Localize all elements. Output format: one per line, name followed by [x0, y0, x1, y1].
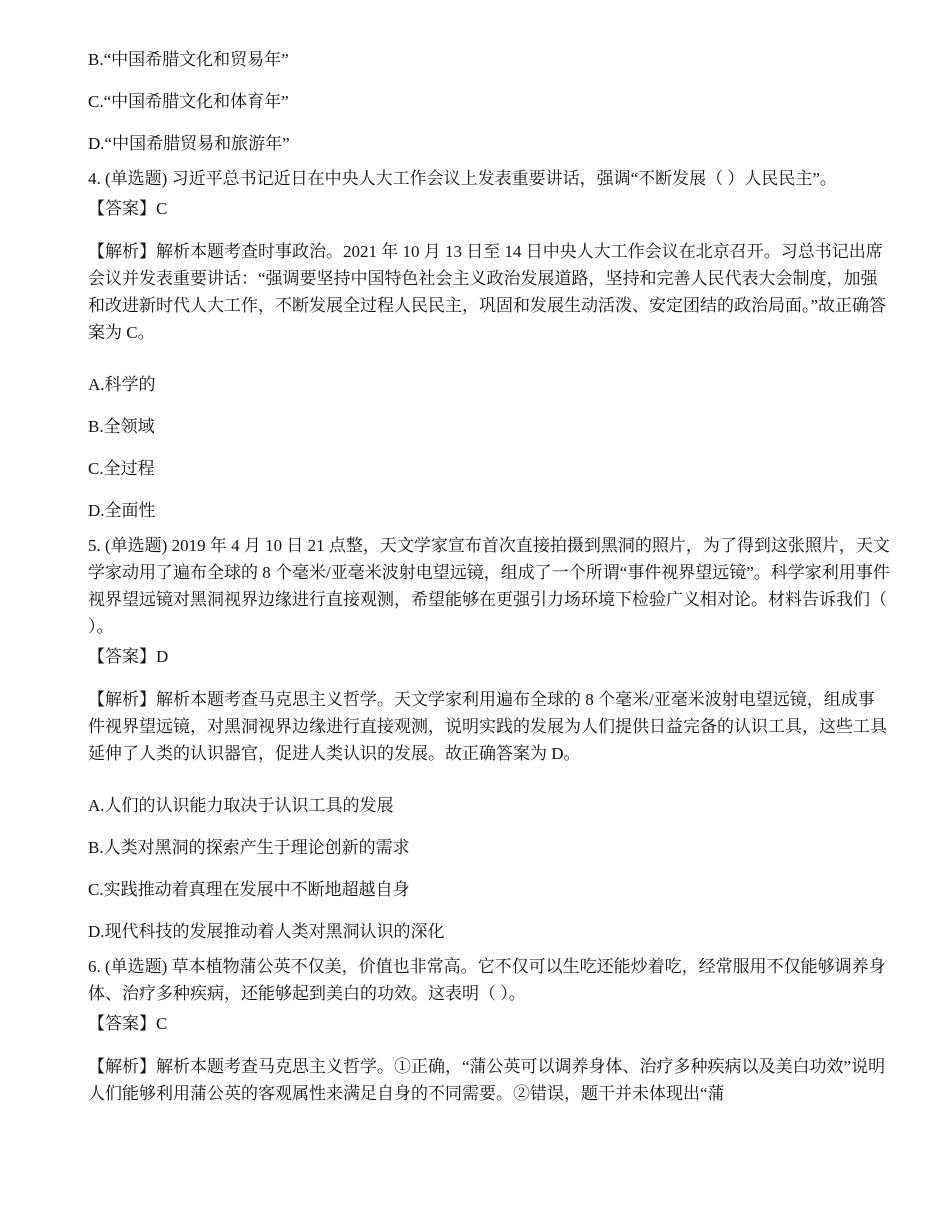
- q4-option-c: C.全过程: [88, 459, 155, 478]
- q3-option-d: D.“中国希腊贸易和旅游年”: [88, 134, 290, 153]
- q6-answer: 【答案】C: [88, 1014, 168, 1033]
- q5-option-b: B.人类对黑洞的探索产生于理论创新的需求: [88, 838, 410, 857]
- q6-analysis: 【解析】解析本题考查马克思主义哲学。①正确，“蒲公英可以调养身体、治疗多种疾病以及美白功效”说明人们能够利用蒲公英的客观属性来满足自身的不同需要。②错误，题干并未体现出“蒲: [88, 1057, 886, 1103]
- q5-option-a: A.人们的认识能力取决于认识工具的发展: [88, 796, 394, 815]
- q6-question: 6. (单选题) 草本植物蒲公英不仅美，价值也非常高。它不仅可以生吃还能炒着吃，经常服用不仅能够调养身体、治疗多种疾病，还能够起到美白的功效。这表明（ ）。: [88, 957, 886, 1003]
- q5-analysis: 【解析】解析本题考查马克思主义哲学。天文学家利用遍布全球的 8 个毫米/亚毫米波射电望远镜，组成事件视界望远镜，对黑洞视界边缘进行直接观测，说明实践的发展为人们提供日益完备的认识工具，这些工具延伸了人类的认识器官，促进人类认识的发展。故正确答案为 D。: [88, 690, 887, 763]
- q4-answer: 【答案】C: [88, 199, 168, 218]
- q5-option-c: C.实践推动着真理在发展中不断地超越自身: [88, 880, 410, 899]
- q4-option-b: B.全领域: [88, 417, 155, 436]
- q4-question: 4. (单选题) 习近平总书记近日在中央人大工作会议上发表重要讲话，强调“不断发展（ ）人民民主”。: [88, 169, 837, 188]
- q5-answer: 【答案】D: [88, 647, 169, 666]
- q3-option-b: B.“中国希腊文化和贸易年”: [88, 50, 289, 69]
- q4-analysis: 【解析】解析本题考查时事政治。2021 年 10 月 13 日至 14 日中央人大工作会议在北京召开。习总书记出席会议并发表重要讲话：“强调要坚持中国特色社会主义政治发展道路，坚持和完善人民代表大会制度，加强和改进新时代人大工作，不断发展全过程人民民主，巩固和发展生动活泼、安定团结的政治局面。”故正确答案为 C。: [88, 242, 887, 342]
- q5-question: 5. (单选题) 2019 年 4 月 10 日 21 点整，天文学家宣布首次直接拍摄到黑洞的照片，为了得到这张照片，天文学家动用了遍布全球的 8 个毫米/亚毫米波射电望远镜，组成了一个所谓“事件视界望远镜”。科学家利用事件视界望远镜对黑洞视界边缘进行直接观测，希望能够在更强引力场环境下检验广义相对论。材料告诉我们（ ）。: [88, 536, 890, 636]
- q5-option-d: D.现代科技的发展推动着人类对黑洞认识的深化: [88, 922, 445, 941]
- q3-option-c: C.“中国希腊文化和体育年”: [88, 92, 289, 111]
- q4-option-a: A.科学的: [88, 375, 156, 394]
- q4-option-d: D.全面性: [88, 501, 156, 520]
